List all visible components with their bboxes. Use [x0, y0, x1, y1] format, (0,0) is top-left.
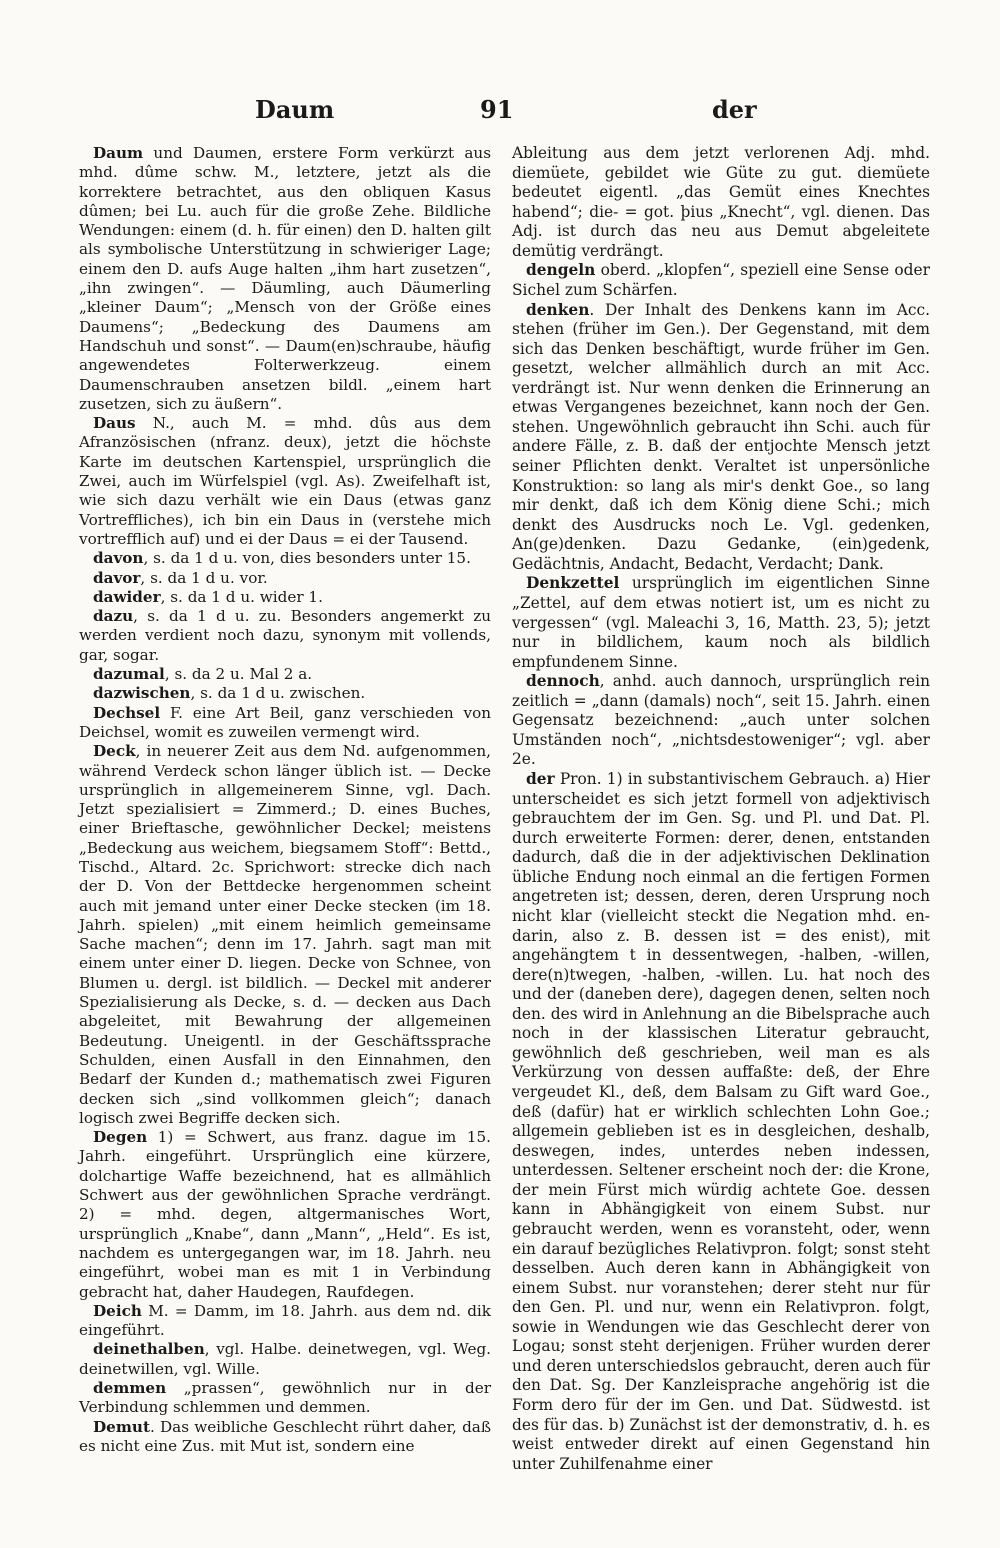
entry-text: , s. da 1 d u. zu. Besonders angemerkt zu werden verdient noch dazu, synonym mit vollends, gar, sogar.	[79, 607, 491, 664]
entry-headword: Demut	[93, 1417, 150, 1436]
entry-headword: dengeln	[526, 261, 596, 280]
entry-text: Pron. 1) in substantivischem Gebrauch. a) Hier unterscheidet es sich jetzt formell von adjektivisch gebrauchtem der im Gen. Sg. und Pl. und Dat. Pl. durch erweiterte Formen: derer, denen, entstanden dadurch, daß die in der adjektivischen Deklination übliche Endung noch einmal an die fertigen Formen angetreten ist; dessen, deren, deren Ursprung noch nicht klar (vielleicht steckt die Negation mhd. en- darin, also z. B. dessen ist = des enist), mit angehängtem t in dessentwegen, -halben, -willen, dere(n)twegen, -halben, -willen. Lu. hat noch des und der (daneben dere), dagegen denen, selten noch den. des wird in Anlehnung an die Bibelsprache auch noch in der klassischen Literatur gebraucht, gewöhnlich deß geschrieben, weil man es als Verkürzung von dessen auffaßte: deß, der Ehre vergeudet Kl., deß, dem Balsam zu Gift ward Goe., deß (dafür) hat er wirklich schlechten Lohn Goe.; allgemein geblieben ist es in desgleichen, deshalb, deswegen, indes, unterdes neben indessen, unterdessen. Seltener erscheint noch der: die Krone, der mein Fürst mich würdig achtete Goe. dessen kann in Abhängigkeit von einem Subst. nur gebraucht werden, wenn es voransteht, oder, wenn ein darauf bezügliches Relativpron. folgt; sonst steht desselben. Auch deren kann in Abhängigkeit von einem Subst. nur voranstehen; derer steht nur für den Gen. Pl. und nur, wenn ein Relativpron. folgt, sowie in Wendungen wie das Geschlecht derer von Logau; sonst steht derjenigen. Früher wurden derer und deren unterschiedslos gebraucht, deren auch für den Dat. Sg. Der Kanzleisprache angehörig ist die Form dero für der im Gen. und Dat. Südwestd. ist des für das. b) Zunächst ist der demonstrativ, d. h. es weist entweder direkt auf einen Gegenstand hin unter Zuhilfenahme einer	[512, 770, 930, 1473]
entry-text: N., auch M. = mhd. dûs aus dem Afranzösischen (nfranz. deux), jetzt die höchste Karte im deutschen Kartenspiel, ursprünglich die Zwei, auch im Würfelspiel (vgl. As). Zweifelhaft ist, wie sich dazu verhält wie ein Daus (etwas ganz Vortreffliches), ich bin ein Daus in (verstehe mich vortrefflich auf) und ei der Daus = ei der Tausend.	[79, 414, 491, 548]
entry-headword: demmen	[93, 1379, 167, 1397]
dictionary-entry	[79, 1128, 491, 1302]
entry-headword: Deich	[93, 1301, 142, 1320]
header-left-catchword: Daum	[255, 95, 335, 124]
entry-headword: Denkzettel	[526, 574, 620, 593]
dictionary-entry	[79, 684, 491, 703]
entry-text: und Daumen, erstere Form verkürzt aus mhd. dûme schw. M., letztere, jetzt als die korrektere betrachtet, aus den obliquen Kasus dûmen; bei Lu. auch für die große Zehe. Bildliche Wendungen: einem (d. h. für einen) den D. halten gilt als symbolische Unterstützung in schwieriger Lage; einem den D. aufs Auge halten „ihm hart zusetzen“, „ihn zwingen“. — Däumling, auch Däumerling „kleiner Daum“; „Mensch von der Größe eines Daumens“; „Bedeckung des Daumens am Handschuh und sonst“. — Daum(en)schraube, häufig angewendetes Folterwerkzeug. einem Daumenschrauben ansetzen bildl. „einem hart zusetzen, sich zu äußern“.	[79, 144, 491, 413]
dictionary-entry	[512, 672, 930, 770]
dictionary-entry	[512, 770, 930, 1474]
running-head	[0, 95, 1000, 131]
entry-headword: dazwischen	[93, 684, 191, 703]
entry-headword: der	[526, 770, 555, 788]
entry-headword: davon	[93, 549, 144, 568]
dictionary-entry	[79, 1302, 491, 1341]
dictionary-entry	[79, 1379, 491, 1418]
entry-text: , anhd. auch dannoch, ursprünglich rein zeitlich = „dann (damals) noch“, seit 15. Jahrh. einen Gegensatz bezeichnend: „auch unter solchen Umständen noch“, „nichtsdestoweniger“; vgl. aber 2e.	[512, 672, 930, 769]
entry-text: . Das weibliche Geschlecht rührt daher, daß es nicht eine Zus. mit Mut ist, sondern eine	[79, 1417, 491, 1455]
entry-headword: dennoch	[526, 672, 600, 691]
dictionary-entry	[79, 665, 491, 684]
entry-text: , s. da 1 d u. wider 1.	[160, 587, 323, 606]
entry-headword: dazumal	[93, 665, 165, 684]
entry-text: , in neuerer Zeit aus dem Nd. aufgenommen, während Verdeck schon länger üblich ist. — Decke ursprünglich in allgemeinerem Sinne, vgl. Dach. Jetzt spezialisiert = Zimmerd.; D. eines Buches, einer Brieftasche, gewöhnlicher Deckel; meistens „Bedeckung aus weichem, biegsamem Stoff“: Bettd., Tischd., Altard. 2c. Sprichwort: strecke dich nach der D. Von der Bettdecke hergenommen scheint auch mit jemand unter einer Decke stecken (im 18. Jahrh. spielen) „mit einem heimlich gemeinsame Sache machen“; denn im 17. Jahrh. sagt man mit einem unter einer D. liegen. Decke von Schnee, von Blumen u. dergl. ist bildlich. — Deckel mit anderer Spezialisierung als Decke, s. d. — decken aus Dach abgeleitet, mit Bewahrung der allgemeinen Bedeutung. Uneigentl. in der Geschäftssprache Schulden, einen Ausfall in den Einnahmen, den Bedarf der Kunden d.; mathematisch zwei Figuren decken sich „sind vollkommen gleich“; danach logisch zwei Begriffe decken sich.	[79, 742, 491, 1127]
entry-headword: deinethalben	[93, 1340, 205, 1359]
dictionary-entry	[79, 144, 491, 414]
dictionary-entry	[79, 549, 491, 568]
entry-text: , s. da 2 u. Mal 2 a.	[164, 665, 313, 684]
dictionary-entry	[512, 574, 930, 672]
entry-text: ursprünglich im eigentlichen Sinne „Zettel, auf dem etwas notiert ist, um es nicht zu vergessen“ (vgl. Maleachi 3, 16, Matth. 23, 5); jetzt nur in bildlichem, kaum noch als bildlich empfundenem Sinne.	[512, 574, 930, 671]
left-column	[79, 144, 491, 1456]
entry-text: 1) = Schwert, aus franz. dague im 15. Jahrh. eingeführt. Ursprünglich eine kürzere, dolchartige Waffe bezeichnend, hat es allmählich Schwert aus der gewöhnlichen Sprache verdrängt. 2) = mhd. degen, altgermanisches Wort, ursprünglich „Knabe“, dann „Mann“, „Held“. Es ist, nachdem es untergegangen war, im 18. Jahrh. neu eingeführt, wobei man es mit 1 in Verbindung gebracht hat, daher Haudegen, Raufdegen.	[79, 1128, 491, 1301]
dictionary-entry	[79, 607, 491, 665]
entry-text: F. eine Art Beil, ganz verschieden von Deichsel, womit es zuweilen vermengt wird.	[79, 703, 491, 741]
entry-text: , s. da 1 d u. von, dies besonders unter 15.	[143, 549, 471, 568]
entry-headword: davor	[93, 568, 141, 587]
dictionary-entry	[79, 742, 491, 1128]
entry-text: M. = Damm, im 18. Jahrh. aus dem nd. dik eingeführt.	[79, 1301, 491, 1340]
entry-headword: dawider	[93, 587, 161, 606]
dictionary-entry	[79, 704, 491, 743]
right-column	[512, 144, 930, 1474]
dictionary-entry	[79, 588, 491, 607]
entry-text: , s. da 1 d u. zwischen.	[190, 684, 366, 703]
entry-text: . Der Inhalt des Denkens kann im Acc. stehen (früher im Gen.). Der Gegenstand, mit dem sich das Denken beschäftigt, wurde früher im Gen. gesetzt, welcher allmählich durch an mit Acc. verdrängt ist. Nur wenn denken die Erinnerung an etwas Vergangenes bezeichnet, kann noch der Gen. stehen. Ungewöhnlich gebraucht ihn Schi. auch für andere Fälle, z. B. daß der entjochte Mensch jetzt seiner Pflichten denkt. Veraltet ist unpersönliche Konstruktion: so lang als mir's denkt Goe., so lang mir denkt, daß ich dem König diene Schi.; mich denkt des Ausdrucks noch Le. Vgl. gedenken, An(ge)denken. Dazu Gedanke, (ein)gedenk, Gedächtnis, Andacht, Bedacht, Verdacht; Dank.	[512, 300, 930, 573]
entry-headword: denken	[526, 300, 590, 319]
page-number: 91	[480, 95, 514, 124]
entry-headword: Degen	[93, 1128, 148, 1147]
dictionary-entry	[512, 301, 930, 575]
dictionary-entry	[79, 569, 491, 588]
entry-headword: Deck	[93, 742, 136, 761]
entry-headword: Daus	[93, 414, 136, 433]
header-right-catchword: der	[712, 95, 757, 124]
entry-text: oberd. „klopfen“, speziell eine Sense oder Sichel zum Schärfen.	[512, 261, 930, 299]
entry-text: , vgl. Halbe. deinetwegen, vgl. Weg. deinetwillen, vgl. Wille.	[79, 1340, 491, 1378]
entry-text: Ableitung aus dem jetzt verlorenen Adj. mhd. diemüete, gebildet wie Güte zu gut. diemüete bedeutet eigentl. „das Gemüt eines Knechtes habend“; die- = got. þius „Knecht“, vgl. dienen. Das Adj. ist durch das neu aus Demut abgeleitete demütig verdrängt.	[512, 144, 930, 260]
dictionary-entry	[79, 1340, 491, 1379]
entry-headword: Daum	[93, 144, 144, 162]
entry-headword: dazu	[93, 607, 134, 626]
dictionary-entry	[79, 414, 491, 549]
entry-headword: Dechsel	[93, 703, 161, 722]
dictionary-entry	[512, 144, 930, 261]
dictionary-entry	[79, 1418, 491, 1457]
entry-text: „prassen“, gewöhnlich nur in der Verbindung schlemmen und demmen.	[79, 1379, 491, 1417]
dictionary-entry	[512, 261, 930, 300]
entry-text: , s. da 1 d u. vor.	[140, 568, 268, 587]
